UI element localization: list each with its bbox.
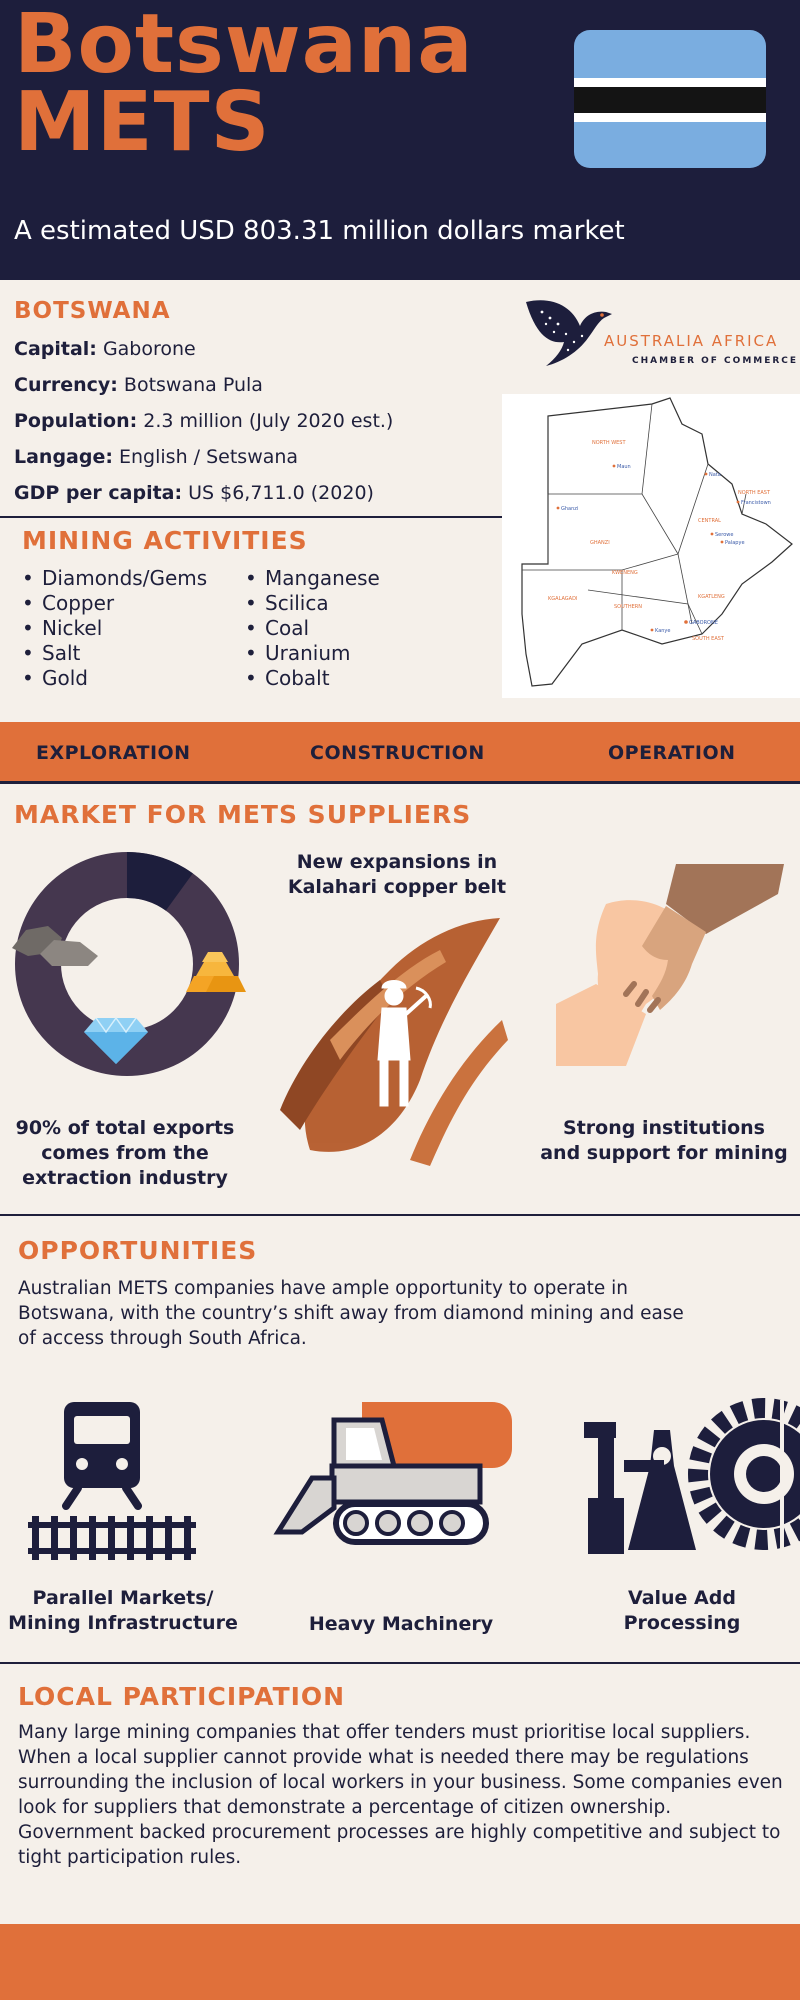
institutions-caption: Strong institutions and support for mining xyxy=(540,1117,788,1164)
botswana-flag-icon xyxy=(574,30,766,168)
list-item: • Diamonds/Gems xyxy=(22,566,207,591)
stages-band xyxy=(0,722,800,784)
handshake-icon xyxy=(556,864,784,1066)
fact-population: Population: 2.3 million (July 2020 est.) xyxy=(14,410,394,432)
miner-icon xyxy=(270,910,520,1172)
local-text: Many large mining companies that offer tenders must prioritise local suppliers. When a local supplier cannot provide what is needed there may be regulations surrounding the inclusion of local workers in your business. Some companies even look for suppliers that demonstrate a percentage of citizen ownership. Government backed procurement processes are highly competitive and subject to tight participation rules. xyxy=(18,1722,783,1868)
map-place-palapye: Palapye xyxy=(725,540,745,546)
bulldozer-icon xyxy=(272,1398,522,1544)
mining-list-col2 xyxy=(245,566,380,691)
logo-name: AUSTRALIA AFRICA xyxy=(604,332,779,350)
divider-opportunities xyxy=(0,1662,800,1664)
map-place-gaborone: GABORONE xyxy=(689,620,718,626)
donut-caption: 90% of total exports comes from the extraction industry xyxy=(15,1117,235,1189)
mining-heading: MINING ACTIVITIES xyxy=(22,526,308,555)
map-region-north-east: NORTH EAST xyxy=(738,490,770,496)
map-place-kanye: Kanye xyxy=(655,628,671,634)
stage-exploration: EXPLORATION xyxy=(36,742,191,764)
train-rail-icon xyxy=(26,1398,198,1562)
map-place-serowe: Serowe xyxy=(715,532,734,538)
title-line-2: METS xyxy=(14,75,271,170)
map-region-central: CENTRAL xyxy=(698,518,721,524)
map-region-ghanzi: GHANZI xyxy=(590,540,610,546)
map-region-north-west: NORTH WEST xyxy=(592,440,626,446)
bird-logo-icon xyxy=(522,296,614,370)
map-region-south-east: SOUTH EAST xyxy=(692,636,724,642)
opportunity-infrastructure: Parallel Markets/ Mining Infrastructure xyxy=(8,1587,238,1634)
list-item: • Nickel xyxy=(22,616,207,641)
stage-operation: OPERATION xyxy=(608,742,736,764)
country-facts xyxy=(14,336,393,516)
opportunity-processing: Value Add Processing xyxy=(623,1587,741,1634)
divider-facts xyxy=(0,516,502,518)
fact-gdp: GDP per capita: US $6,711.0 (2020) xyxy=(14,482,374,504)
fact-language: Langage: English / Setswana xyxy=(14,446,299,468)
fact-currency: Currency: Botswana Pula xyxy=(14,374,263,396)
processing-gears-icon xyxy=(584,1400,784,1556)
opportunities-text: Australian METS companies have ample opportunity to operate in Botswana, with the country’s shift away from diamond mining and ease of access through South Africa. xyxy=(18,1278,684,1349)
market-size-subtitle: A estimated USD 803.31 million dollars market xyxy=(14,216,625,246)
map-region-kgatleng: KGATLENG xyxy=(698,594,725,600)
list-item: • Uranium xyxy=(245,641,380,666)
page-title xyxy=(14,0,474,170)
map-place-ghanzi: Ghanzi xyxy=(561,506,579,512)
footer-band xyxy=(0,1924,800,2000)
map-region-kgalagadi: KGALAGADI xyxy=(548,596,578,602)
map-place-nata: Nata xyxy=(709,472,721,478)
divider-market xyxy=(0,1214,800,1216)
exports-donut-chart xyxy=(6,848,276,1088)
map-place-francistown: Francistown xyxy=(741,500,771,506)
country-heading: BOTSWANA xyxy=(14,298,171,324)
market-heading: MARKET FOR METS SUPPLIERS xyxy=(14,800,472,829)
local-heading: LOCAL PARTICIPATION xyxy=(18,1682,346,1711)
stage-construction: CONSTRUCTION xyxy=(310,742,485,764)
title-line-1: Botswana xyxy=(14,0,474,92)
list-item: • Copper xyxy=(22,591,207,616)
list-item: • Salt xyxy=(22,641,207,666)
opportunities-heading: OPPORTUNITIES xyxy=(18,1236,258,1265)
list-item: • Coal xyxy=(245,616,380,641)
list-item: • Gold xyxy=(22,666,207,691)
header-banner xyxy=(0,0,800,280)
map-region-southern: SOUTHERN xyxy=(614,604,642,610)
botswana-map xyxy=(502,394,800,698)
logo-tagline: CHAMBER OF COMMERCE xyxy=(632,356,799,366)
mining-list-col1 xyxy=(22,566,207,691)
map-region-kweneng: KWENENG xyxy=(612,570,638,576)
list-item: • Manganese xyxy=(245,566,380,591)
fact-capital: Capital: Gaborone xyxy=(14,338,196,360)
donut-segment-other xyxy=(127,875,179,892)
expansion-caption: New expansions in Kalahari copper belt xyxy=(287,851,507,898)
map-place-maun: Maun xyxy=(617,464,631,470)
list-item: • Scilica xyxy=(245,591,380,616)
list-item: • Cobalt xyxy=(245,666,380,691)
opportunity-machinery: Heavy Machinery xyxy=(308,1613,494,1635)
